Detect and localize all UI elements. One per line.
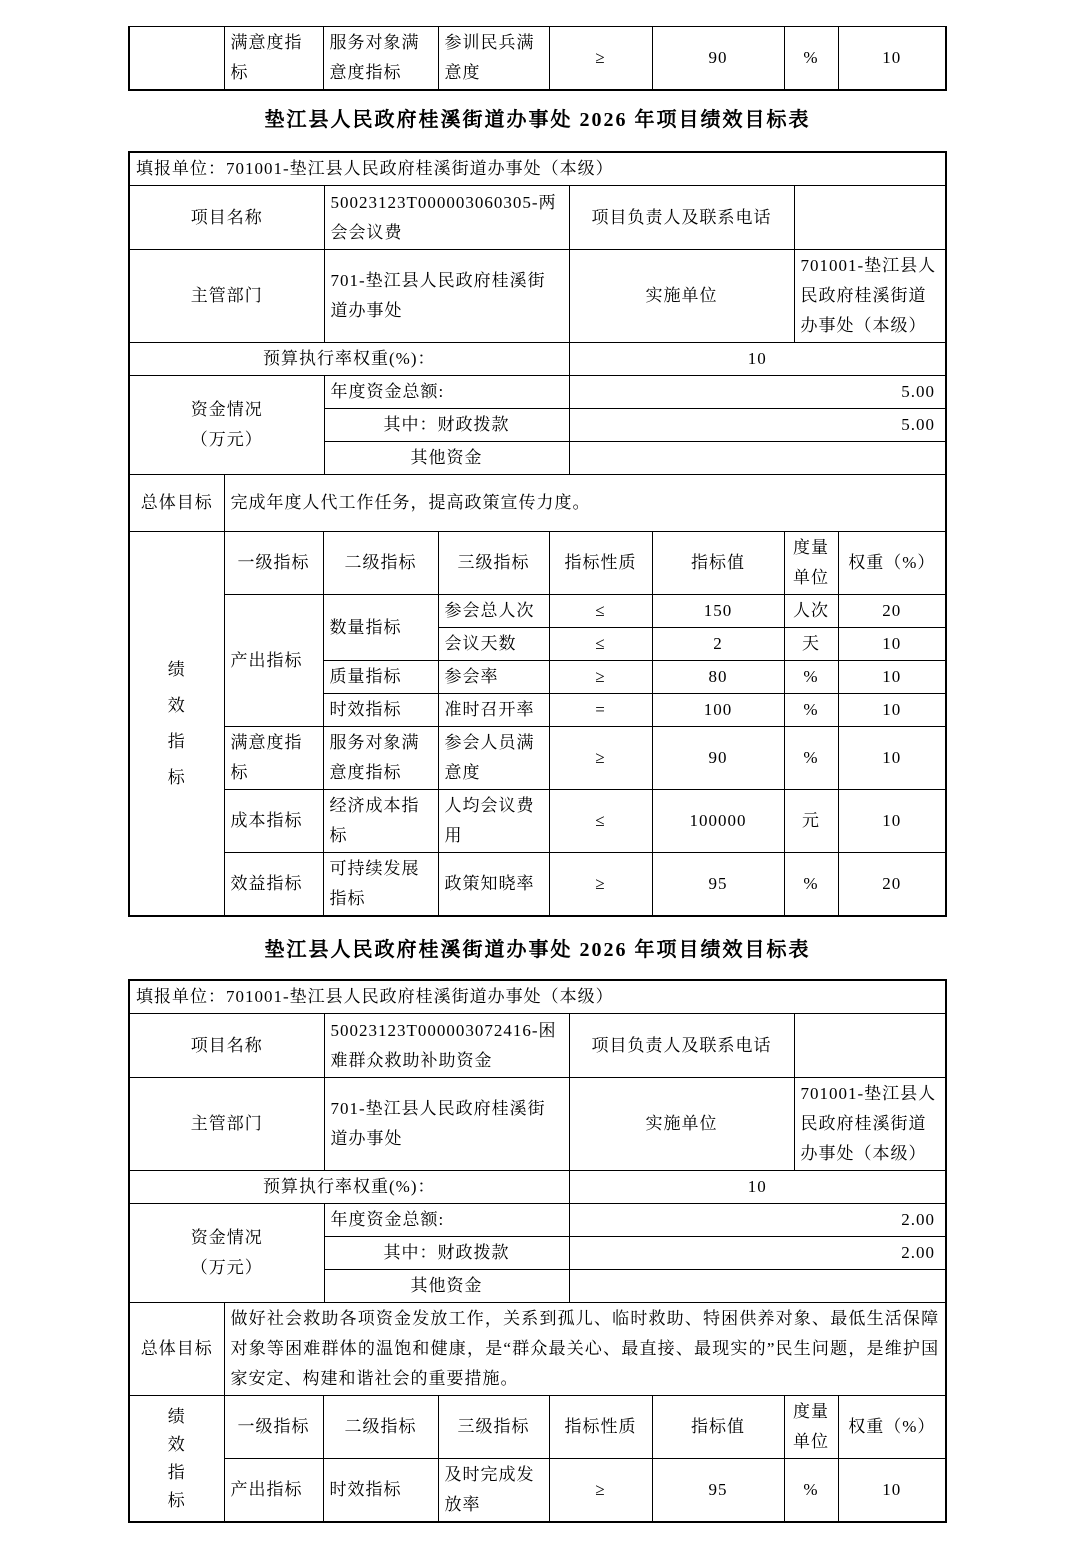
cell-leader-label: 项目负责人及联系电话 — [569, 1014, 794, 1078]
header-level2: 二级指标 — [323, 1396, 438, 1459]
cell-project-name-label: 项目名称 — [129, 1014, 324, 1078]
cell-unit: % — [784, 661, 838, 694]
cell-indicator-nature: ≥ — [549, 27, 652, 91]
table-row — [129, 1303, 946, 1396]
cell-indicator-nature: ≤ — [549, 595, 652, 628]
cell-project-name-value: 50023123T000003060305-两会会议费 — [324, 186, 569, 250]
cell-project-name-label: 项目名称 — [129, 186, 324, 250]
table-row — [129, 1459, 946, 1523]
cell-weight: 10 — [838, 694, 946, 727]
cell-unit: 天 — [784, 628, 838, 661]
cell-weight: 10 — [838, 661, 946, 694]
table-row — [129, 595, 946, 628]
cell-funds-total-label: 年度资金总额: — [324, 1204, 569, 1237]
header-level2: 二级指标 — [323, 532, 438, 595]
funds-label-line1: 资金情况 — [190, 1228, 263, 1247]
cell-weight: 10 — [838, 27, 946, 91]
cell-level3-indicator: 参会总人次 — [438, 595, 549, 628]
cell-weight: 10 — [838, 1459, 946, 1523]
header-value: 指标值 — [652, 532, 784, 595]
cell-indicator-value: 2 — [652, 628, 784, 661]
table-row — [129, 790, 946, 853]
cell-level1-indicator: 效益指标 — [224, 853, 323, 917]
cell-level1-indicator: 产出指标 — [224, 1459, 323, 1523]
page-title: 垫江县人民政府桂溪街道办事处 2026 年项目绩效目标表 — [264, 109, 811, 131]
cell-funds-fiscal-value: 5.00 — [569, 409, 946, 442]
cell-impl-value: 701001-垫江县人民政府桂溪街道办事处（本级） — [794, 250, 946, 343]
cell-overall-goal-label: 总体目标 — [129, 475, 224, 532]
table-row — [129, 1171, 946, 1204]
table-row — [129, 1204, 946, 1237]
cell-level2-indicator: 经济成本指标 — [323, 790, 438, 853]
header-weight: 权重（%） — [838, 1396, 946, 1459]
cell-weight: 10 — [838, 727, 946, 790]
performance-indicator-table — [128, 1302, 947, 1523]
project-info-table — [128, 151, 947, 475]
cell-indicator-value: 100 — [652, 694, 784, 727]
cell-unit: % — [784, 694, 838, 727]
cell-leader-value — [794, 186, 946, 250]
funds-label-line2: （万元） — [190, 1258, 263, 1277]
table-row — [129, 475, 946, 532]
header-unit: 度量单位 — [784, 1396, 838, 1459]
table-row — [129, 727, 946, 790]
cell-funds-label — [129, 1204, 324, 1303]
cell-unit: % — [784, 853, 838, 917]
table-row — [129, 980, 946, 1014]
header-value: 指标值 — [652, 1396, 784, 1459]
cell-funds-other-label: 其他资金 — [324, 442, 569, 475]
table-row — [129, 27, 946, 91]
cell-unit: % — [784, 1459, 838, 1523]
cell-funds-total-value: 2.00 — [569, 1204, 946, 1237]
cell-perf-vertical-label — [129, 1396, 224, 1523]
cell-weight: 20 — [838, 853, 946, 917]
cell-unit: % — [784, 727, 838, 790]
cell-level2-indicator: 可持续发展指标 — [323, 853, 438, 917]
header-level3: 三级指标 — [438, 532, 549, 595]
cell-level2-indicator: 时效指标 — [323, 1459, 438, 1523]
cell-funds-total-value: 5.00 — [569, 376, 946, 409]
cell-unit: 元 — [784, 790, 838, 853]
cell-funds-other-value — [569, 442, 946, 475]
cell-level3-indicator: 政策知晓率 — [438, 853, 549, 917]
cell-indicator-value: 100000 — [652, 790, 784, 853]
cell-dept-label: 主管部门 — [129, 1078, 324, 1171]
cell-level2-indicator: 服务对象满意度指标 — [323, 27, 438, 91]
perf-vertical-text: 绩效指标 — [167, 1406, 186, 1510]
perf-vertical-text: 绩效指标 — [167, 659, 186, 787]
cell-impl-label: 实施单位 — [569, 250, 794, 343]
cell-overall-goal-text: 做好社会救助各项资金发放工作，关系到孤儿、临时救助、特困供养对象、最低生活保障对象等困难群体的温饱和健康，是“群众最关心、最直接、最现实的”民生问题，是维护国家安定、构建和谐社会的重要措施。 — [224, 1303, 946, 1396]
header-unit: 度量单位 — [784, 532, 838, 595]
cell-level1-indicator: 成本指标 — [224, 790, 323, 853]
cell-funds-other-value — [569, 1270, 946, 1303]
document-page — [128, 26, 947, 1523]
cell-perf-group-empty — [129, 27, 224, 91]
header-level3: 三级指标 — [438, 1396, 549, 1459]
header-level1: 一级指标 — [224, 1396, 323, 1459]
header-nature: 指标性质 — [549, 1396, 652, 1459]
cell-dept-label: 主管部门 — [129, 250, 324, 343]
cell-leader-label: 项目负责人及联系电话 — [569, 186, 794, 250]
performance-indicator-table — [128, 474, 947, 917]
cell-indicator-value: 90 — [652, 27, 784, 91]
cell-overall-goal-label: 总体目标 — [129, 1303, 224, 1396]
cell-level3-indicator: 人均会议费用 — [438, 790, 549, 853]
cell-weight: 10 — [838, 628, 946, 661]
cell-budget-weight-value: 10 — [569, 343, 946, 376]
cell-perf-vertical-label — [129, 532, 224, 917]
cell-indicator-nature: ≤ — [549, 628, 652, 661]
cell-indicator-nature: ≥ — [549, 661, 652, 694]
funds-label-line1: 资金情况 — [190, 400, 263, 419]
funds-label-line2: （万元） — [190, 430, 263, 449]
table-row — [129, 186, 946, 250]
cell-level1-indicator: 满意度指标 — [224, 27, 323, 91]
cell-budget-weight-label: 预算执行率权重(%)： — [129, 1171, 569, 1204]
table-row — [129, 250, 946, 343]
cell-level2-indicator: 时效指标 — [323, 694, 438, 727]
cell-indicator-value: 95 — [652, 853, 784, 917]
cell-indicator-nature: ≥ — [549, 727, 652, 790]
cell-level2-indicator: 数量指标 — [323, 595, 438, 661]
project-info-table — [128, 979, 947, 1303]
header-level1: 一级指标 — [224, 532, 323, 595]
cell-dept-value: 701-垫江县人民政府桂溪街道办事处 — [324, 1078, 569, 1171]
table-row — [129, 343, 946, 376]
cell-indicator-nature: = — [549, 694, 652, 727]
cell-funds-label — [129, 376, 324, 475]
table-row — [129, 1014, 946, 1078]
cell-level3-indicator: 参会人员满意度 — [438, 727, 549, 790]
cell-funds-fiscal-label: 其中：财政拨款 — [324, 409, 569, 442]
cell-project-name-value: 50023123T000003072416-困难群众救助补助资金 — [324, 1014, 569, 1078]
cell-indicator-nature: ≥ — [549, 1459, 652, 1523]
cell-leader-value — [794, 1014, 946, 1078]
page-title: 垫江县人民政府桂溪街道办事处 2026 年项目绩效目标表 — [264, 939, 811, 961]
table-row — [129, 376, 946, 409]
cell-indicator-value: 95 — [652, 1459, 784, 1523]
cell-overall-goal-text: 完成年度人代工作任务，提高政策宣传力度。 — [224, 475, 946, 532]
cell-level3-indicator: 参会率 — [438, 661, 549, 694]
table-row — [129, 1396, 946, 1459]
cell-unit: % — [784, 27, 838, 91]
cell-funds-fiscal-label: 其中：财政拨款 — [324, 1237, 569, 1270]
cell-level3-indicator: 准时召开率 — [438, 694, 549, 727]
cell-budget-weight-label: 预算执行率权重(%)： — [129, 343, 569, 376]
cell-level1-indicator: 产出指标 — [224, 595, 323, 727]
cell-weight: 20 — [838, 595, 946, 628]
cell-level3-indicator: 会议天数 — [438, 628, 549, 661]
table-row — [129, 1078, 946, 1171]
table-row — [129, 532, 946, 595]
cell-fill-unit: 填报单位：701001-垫江县人民政府桂溪街道办事处（本级） — [129, 152, 946, 186]
partial-indicator-table — [128, 26, 947, 91]
cell-level2-indicator: 服务对象满意度指标 — [323, 727, 438, 790]
cell-dept-value: 701-垫江县人民政府桂溪街道办事处 — [324, 250, 569, 343]
cell-indicator-nature: ≥ — [549, 853, 652, 917]
cell-unit: 人次 — [784, 595, 838, 628]
cell-fill-unit: 填报单位：701001-垫江县人民政府桂溪街道办事处（本级） — [129, 980, 946, 1014]
cell-level1-indicator: 满意度指标 — [224, 727, 323, 790]
table-row — [129, 152, 946, 186]
cell-indicator-value: 80 — [652, 661, 784, 694]
cell-indicator-value: 150 — [652, 595, 784, 628]
cell-funds-fiscal-value: 2.00 — [569, 1237, 946, 1270]
cell-funds-other-label: 其他资金 — [324, 1270, 569, 1303]
cell-impl-label: 实施单位 — [569, 1078, 794, 1171]
cell-funds-total-label: 年度资金总额: — [324, 376, 569, 409]
cell-weight: 10 — [838, 790, 946, 853]
table-row — [129, 853, 946, 917]
cell-budget-weight-value: 10 — [569, 1171, 946, 1204]
cell-level2-indicator: 质量指标 — [323, 661, 438, 694]
cell-level3-indicator: 参训民兵满意度 — [438, 27, 549, 91]
cell-indicator-nature: ≤ — [549, 790, 652, 853]
cell-impl-value: 701001-垫江县人民政府桂溪街道办事处（本级） — [794, 1078, 946, 1171]
cell-level3-indicator: 及时完成发放率 — [438, 1459, 549, 1523]
cell-indicator-value: 90 — [652, 727, 784, 790]
header-nature: 指标性质 — [549, 532, 652, 595]
header-weight: 权重（%） — [838, 532, 946, 595]
